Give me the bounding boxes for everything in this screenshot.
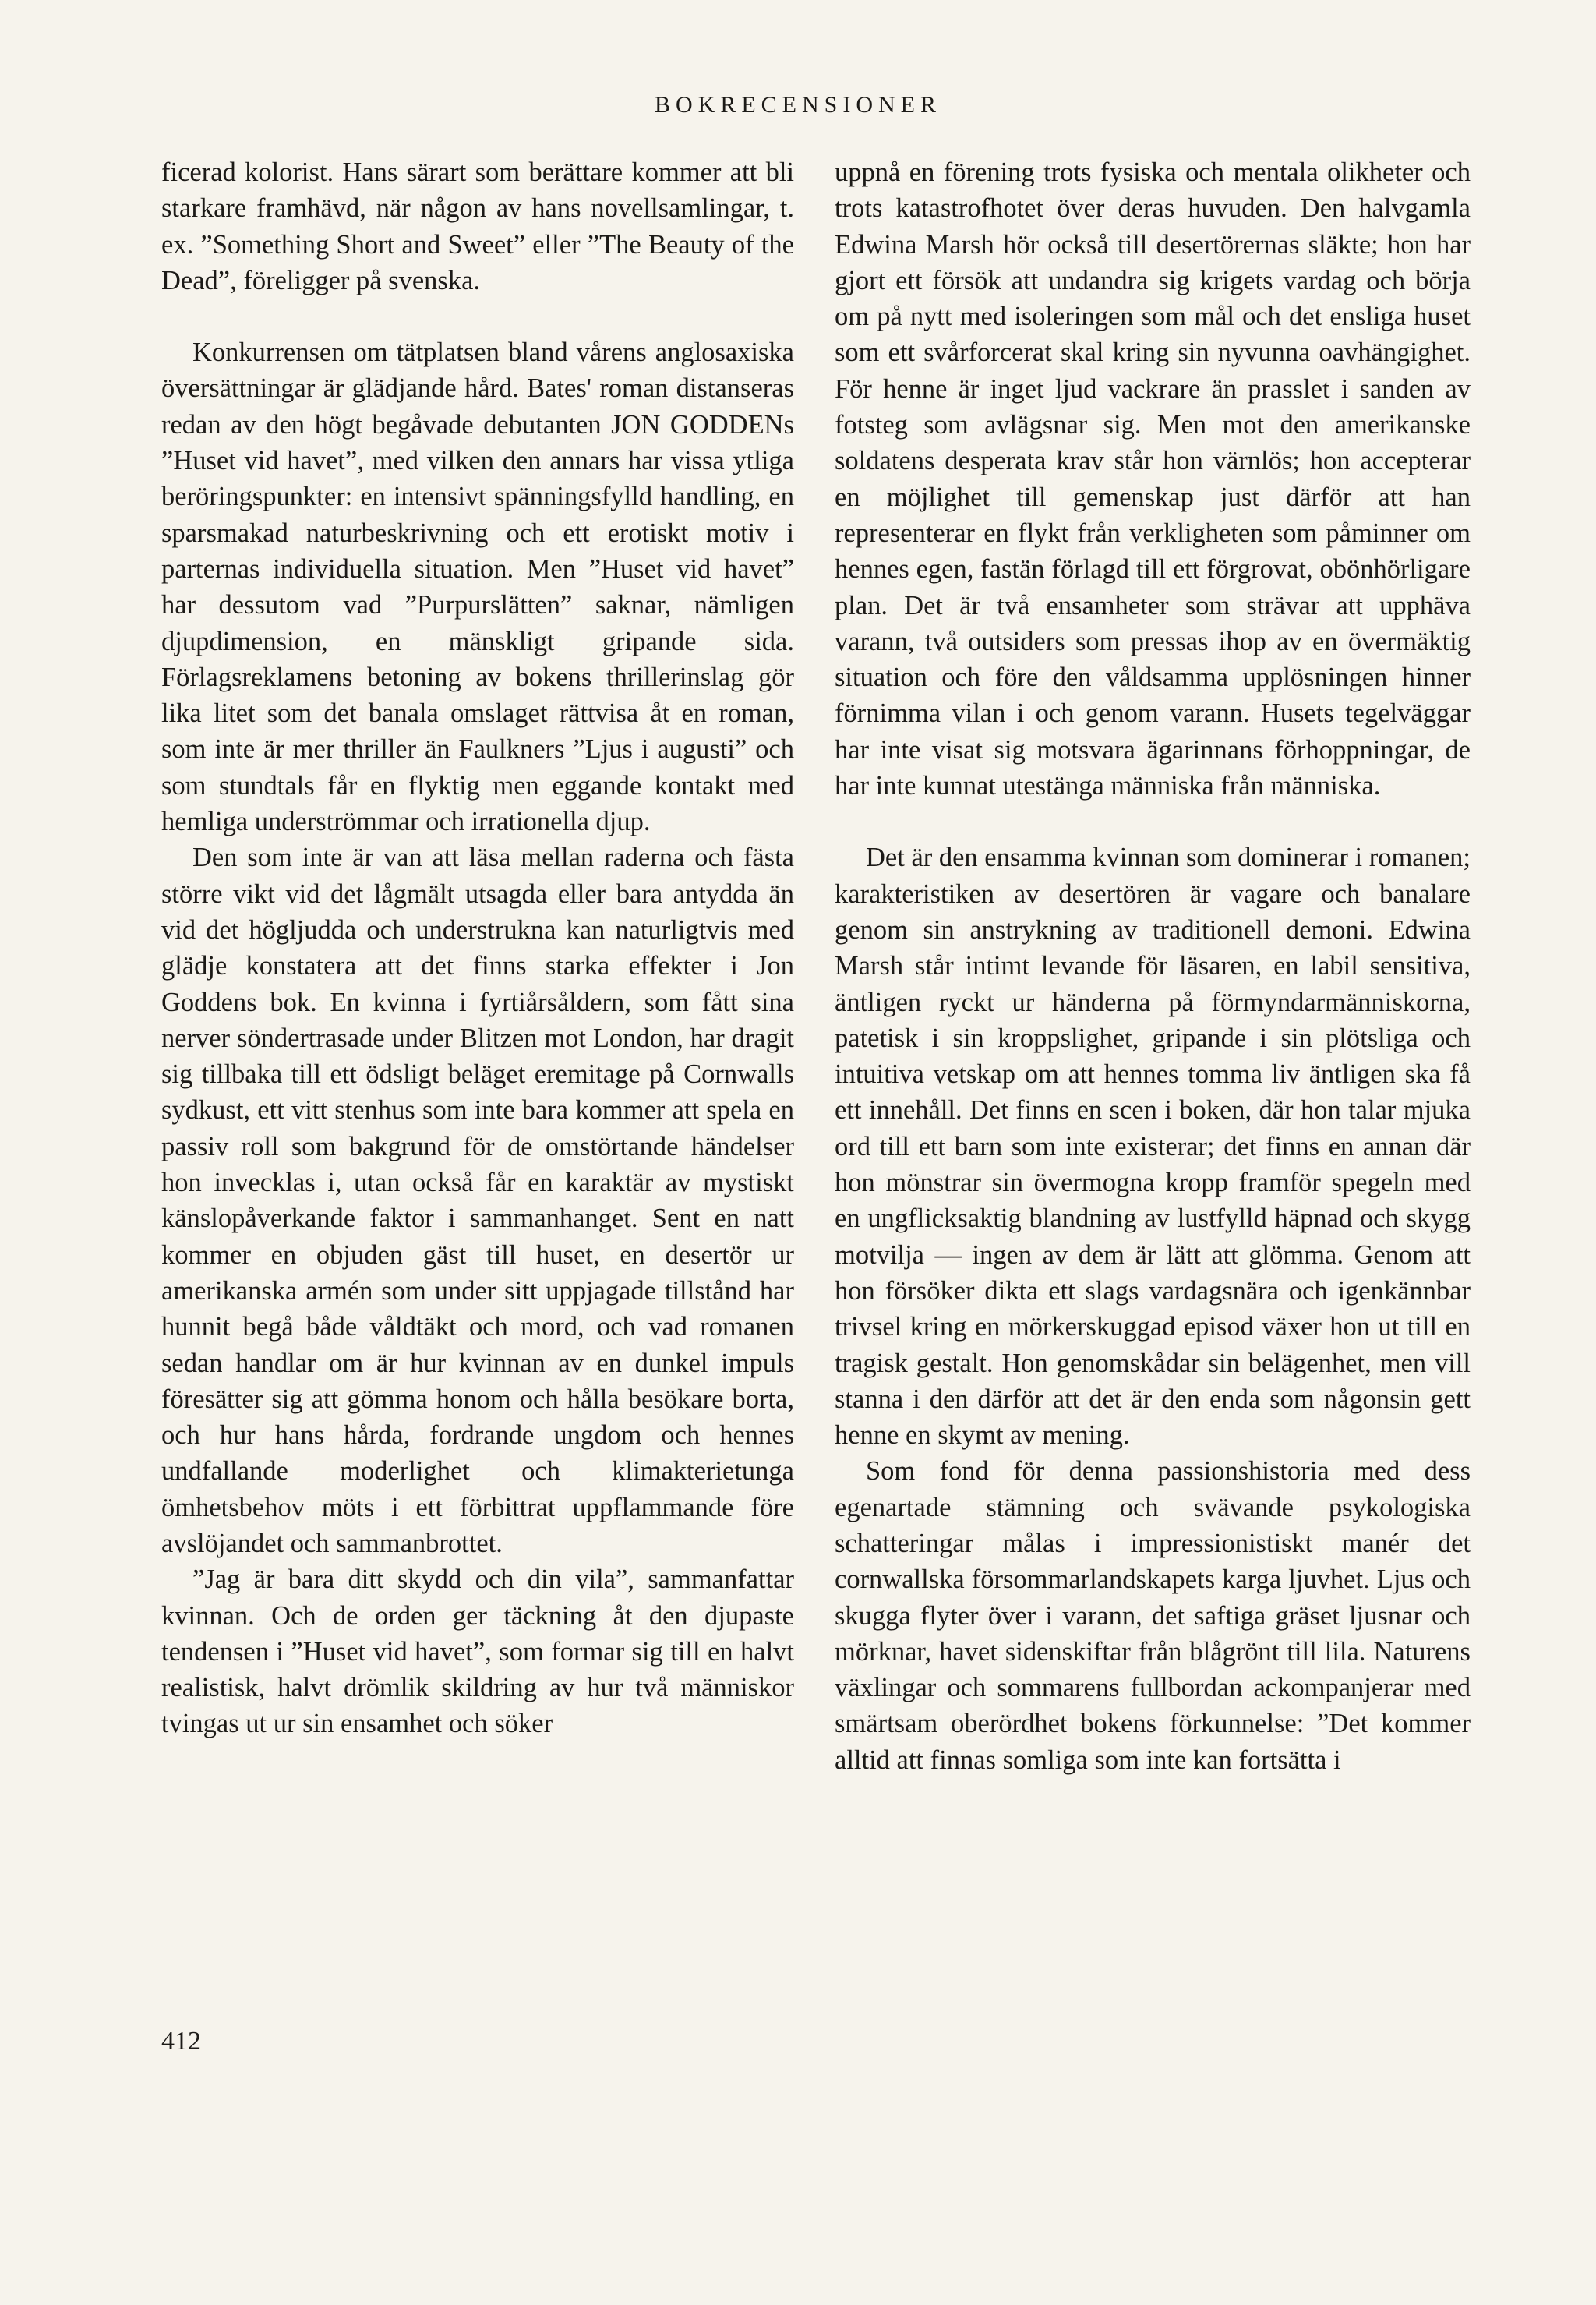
left-column	[161, 154, 794, 1742]
running-head: BOKRECENSIONER	[654, 92, 941, 118]
paragraph: Den som inte är van att läsa mellan raderna och fästa större vikt vid det lågmält utsagda eller bara antydda än vid det högljudda och understrukna kan naturligtvis med glädje konstatera att det finns starka effekter i Jon Goddens bok. En kvinna i fyrtiårsåldern, som fått sina nerver söndertrasade under Blitzen mot London, har dragit sig tillbaka till ett ödsligt beläget eremitage på Cornwalls sydkust, ett vitt stenhus som inte bara kommer att spela en passiv roll som bakgrund för de omstörtande händelser hon invecklas i, utan också får en karaktär av mystiskt känslopåverkande faktor i sammanhanget. Sent en natt kommer en objuden gäst till huset, en desertör ur amerikanska armén som under sitt uppjagade tillstånd har hunnit begå både våldtäkt och mord, och vad romanen sedan handlar om är hur kvinnan av en dunkel impuls föresätter sig att gömma honom och hålla besökare borta, och hur hans hårda, fordrande ungdom och hennes undfallande moderlighet och klimakterietunga ömhetsbehov möts i ett förbittrat uppflammande före avslöjandet och sammanbrottet.	[161, 843, 794, 1558]
paragraph: Som fond för denna passionshistoria med dess egenartade stämning och svävande psykologiska schatteringar målas i impressionistiskt manér det cornwallska försommarlandskapets karga ljuvhet. Ljus och skugga flyter över i varann, det saftiga gräset ljusnar och mörknar, havet sidenskiftar från blågrönt till lila. Naturens växlingar och sommarens fullbordan ackompanjerar med smärtsam oberördhet bokens förkunnelse: ”Det kommer alltid att finnas somliga som inte kan fortsätta i	[835, 1456, 1471, 1775]
paragraph: ficerad kolorist. Hans särart som berättare kommer att bli starkare framhävd, när någon av hans novellsamlingar, t. ex. ”Something Short and Sweet” eller ”The Beauty of the Dead”, föreligger på svenska.	[161, 157, 794, 295]
paragraph: uppnå en förening trots fysiska och mentala olikheter och trots katastrofhotet över deras huvuden. Den halvgamla Edwina Marsh hör också till desertörernas släkte; hon har gjort ett försök att undandra sig krigets vardag och börja om på nytt med isoleringen som mål och det ensliga huset som ett svårforcerat skal kring sin nyvunna oavhängighet. För henne är inget ljud vackrare än prasslet i sanden av fotsteg som avlägsnar sig. Men mot den amerikanske soldatens desperata krav står hon värnlös; hon accepterar en möjlighet till gemenskap just därför att han representerar en flykt från verkligheten som påminner om hennes egen, fastän förlagd till ett förgrovat, obönhörligare plan. Det är två ensamheter som strävar att upphäva varann, två outsiders som pressas ihop av en övermäktig situation och före den våldsamma upplösningen hinner förnimma vilan i och genom varann. Husets tegelväggar har inte visat sig motsvara ägarinnans förhoppningar, de har inte kunnat utestänga människa från människa.	[835, 157, 1471, 801]
paragraph: Det är den ensamma kvinnan som dominerar i romanen; karakteristiken av desertören är vagare och banalare genom sin anstrykning av traditionell demoni. Edwina Marsh står intimt levande för läsaren, en labil sensitiva, äntligen ryckt ur händerna på förmyndarmänniskorna, patetisk i sin kroppslighet, gripande i sin plötsliga och intuitiva vetskap om att hennes tomma liv äntligen ska få ett innehåll. Det finns en scen i boken, där hon talar mjuka ord till ett barn som inte existerar; det finns en annan där hon mönstrar sin övermogna kropp framför spegeln med en ungflicksaktig blandning av lustfylld häpnad och skygg motvilja — ingen av dem är lätt att glömma. Genom att hon försöker dikta ett slags vardagsnära och igenkännbar trivsel kring en mörkerskuggad episod växer hon ut till en tragisk gestalt. Hon genomskådar sin belägenhet, men vill stanna i den därför att det är den enda som någonsin gett henne en skymt av mening.	[835, 843, 1471, 1451]
right-column	[835, 154, 1471, 1778]
paragraph: ”Jag är bara ditt skydd och din vila”, sammanfattar kvinnan. Och de orden ger täckning åt den djupaste tendensen i ”Huset vid havet”, som formar sig till en halvt realistisk, halvt drömlik skildring av hur två människor tvingas ut ur sin ensamhet och söker	[161, 1564, 794, 1739]
page-number: 412	[161, 2027, 201, 2056]
paragraph: Konkurrensen om tätplatsen bland vårens anglosaxiska översättningar är glädjande hård. Bates' roman distanseras redan av den högt begåvade debutanten JON GODDENs ”Huset vid havet”, med vilken den annars har vissa ytliga beröringspunkter: en intensivt spänningsfylld handling, en sparsmakad naturbeskrivning och ett erotiskt motiv i parternas individuella situation. Men ”Huset vid havet” har dessutom vad ”Purpurslätten” saknar, nämligen djupdimension, en mänskligt gripande sida. Förlagsreklamens betoning av bokens thrillerinslag gör lika litet som det banala omslaget rättvisa åt en roman, som inte är mer thriller än Faulkners ”Ljus i augusti” och som stundtals får en flyktig men eggande kontakt med hemliga underströmmar och irrationella djup.	[161, 338, 794, 837]
